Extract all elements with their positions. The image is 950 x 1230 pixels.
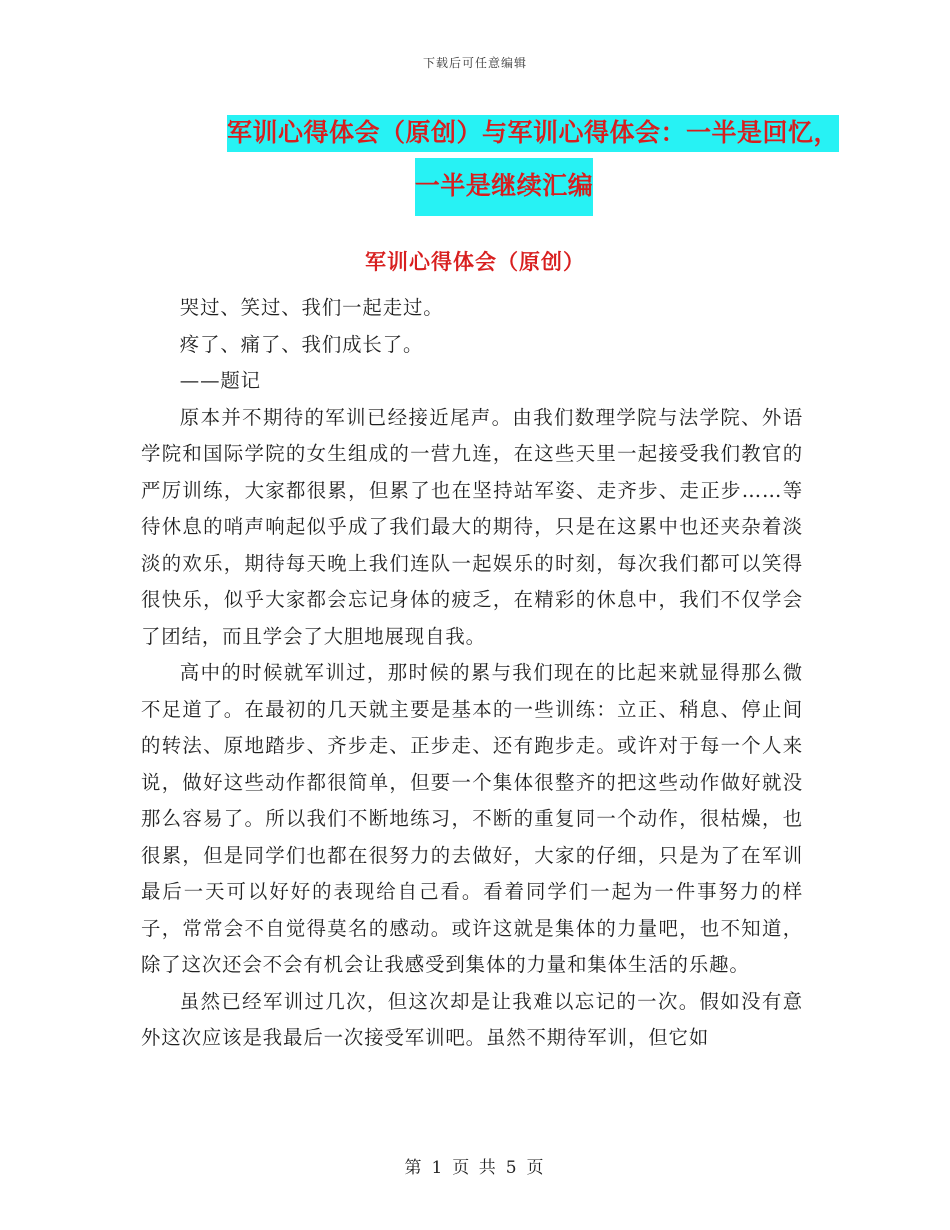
header-note: 下载后可任意编辑 [422,56,527,70]
paragraph: 原本并不期待的军训已经接近尾声。由我们数理学院与法学院、外语学院和国际学院的女生组成的一营九连，在这些天里一起接受我们教官的严厉训练，大家都很累，但累了也在坚持站军姿、走齐步、走正步……等待休息的哨声响起似乎成了我们最大的期待，只是在这累中也还夹杂着淡淡的欢乐，期待每天晚上我们连队一起娱乐的时刻，每次我们都可以笑得很快乐，似乎大家都会忘记身体的疲乏，在精彩的休息中，我们不仅学会了团结，而且学会了大胆地展现自我。 [141,405,803,648]
footer-prefix: 第 [404,1158,424,1178]
paragraph: 高中的时候就军训过，那时候的累与我们现在的比起来就显得那么微不足道了。在最初的几天就主要是基本的一些训练：立正、稍息、停止间的转法、原地踏步、齐步走、正步走、还有跑步走。或许对于每一个人来说，做好这些动作都很简单，但要一个集体很整齐的把这些动作做好就没那么容易了。所以我们不断地练习，不断的重复同一个动作，很枯燥，也很累，但是同学们也都在很努力的去做好，大家的仔细，只是为了在军训最后一天可以好好的表现给自己看。看着同学们一起为一件事努力的样子，常常会不自觉得莫名的感动。或许这就是集体的力量吧，也不知道，除了这次还会不会有机会让我感受到集体的力量和集体生活的乐趣。 [141,661,803,976]
paragraph: ——题记 [179,369,261,392]
page-number: 1 [431,1158,445,1178]
document-title [150,108,870,216]
page-footer [0,1153,950,1178]
page-total: 5 [505,1158,519,1178]
paragraph: 虽然已经军训过几次，但这次却是让我难以忘记的一次。假如没有意外这次应该是我最后一次接受军训吧。虽然不期待军训，但它如 [141,989,803,1049]
section-title: 军训心得体会（原创） [365,249,585,274]
body-text [141,290,803,1057]
paragraph: 疼了、痛了、我们成长了。 [179,332,424,356]
document-title-line1: 军训心得体会（原创）与军训心得体会：一半是回忆， [227,115,839,152]
document-title-line2: 一半是继续汇编 [415,158,594,216]
paragraph: 哭过、笑过、我们一起走过。 [179,296,444,319]
footer-suffix: 页 [526,1158,546,1178]
footer-mid: 页 共 [452,1158,498,1178]
